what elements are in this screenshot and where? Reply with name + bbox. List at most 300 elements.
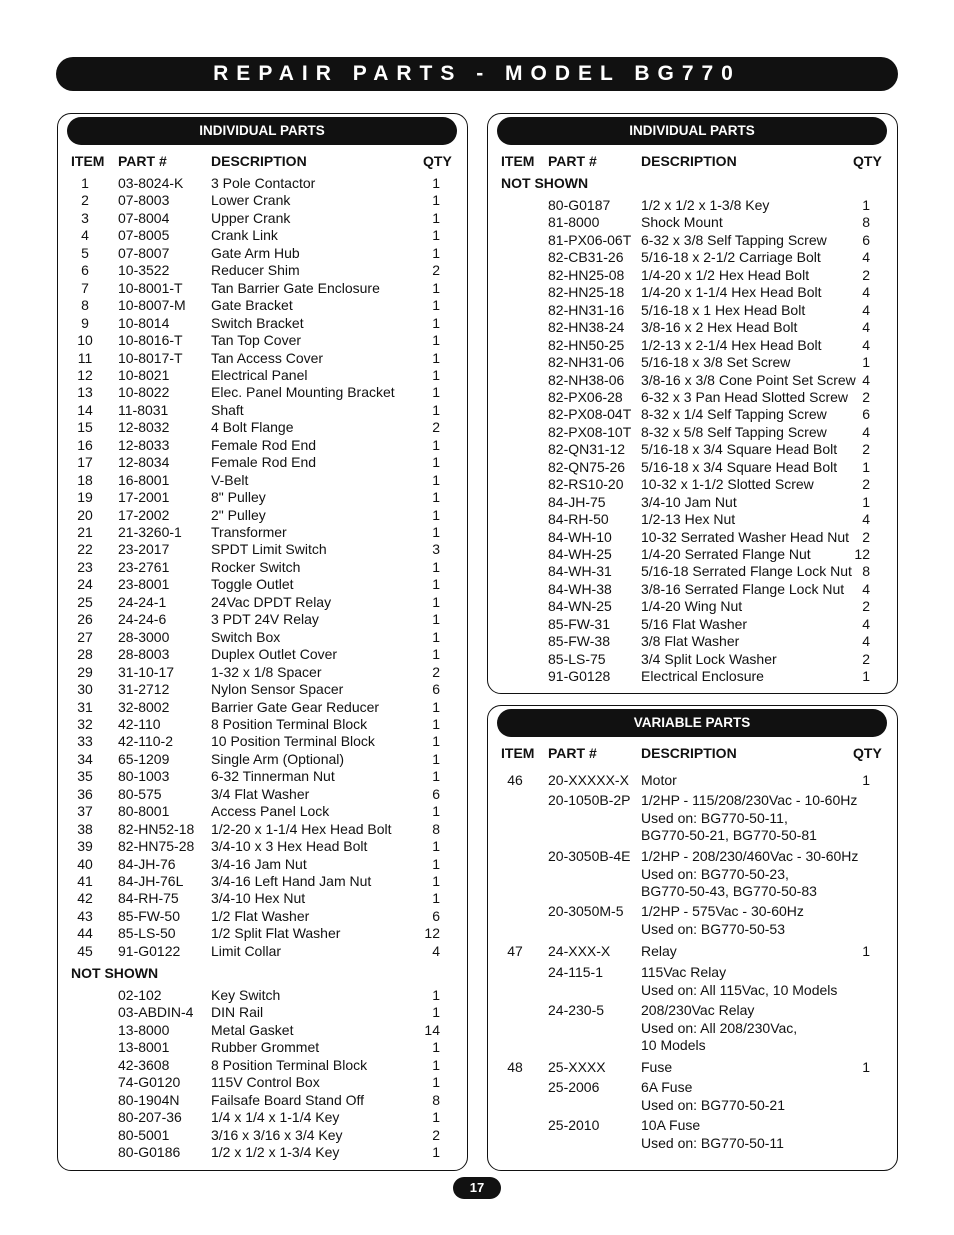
- part-number: 13-8000: [118, 1021, 170, 1038]
- item-number: 29: [77, 663, 93, 680]
- part-description: Reducer Shim: [211, 262, 300, 279]
- rt-not-shown-label: NOT SHOWN: [501, 175, 589, 191]
- part-number: 82-PX08-04T: [548, 406, 632, 423]
- part-qty: 12: [854, 546, 870, 562]
- part-number: 84-JH-76: [118, 855, 176, 872]
- item-number: 37: [77, 803, 93, 820]
- part-qty: 8: [862, 563, 870, 580]
- part-description: 24Vac DPDT Relay: [211, 593, 332, 610]
- part-number: 17-2001: [118, 489, 170, 506]
- part-description: Lower Crank: [211, 192, 291, 209]
- part-qty: 4: [432, 942, 440, 959]
- part-description: 10 Models: [641, 1037, 706, 1053]
- part-qty: 2: [862, 476, 870, 493]
- table-row: [0, 546, 954, 564]
- part-qty: 6: [432, 681, 440, 698]
- part-qty: 1: [862, 943, 870, 959]
- item-number: 27: [77, 628, 93, 645]
- part-qty: 1: [432, 506, 440, 523]
- part-qty: 1: [432, 768, 440, 785]
- part-description: 6A Fuse: [641, 1079, 693, 1095]
- part-number: 24-115-1: [548, 964, 604, 980]
- part-number: 42-110-2: [118, 733, 174, 750]
- part-number: 42-3608: [118, 1056, 170, 1073]
- part-description: Used on: All 115Vac, 10 Models: [641, 981, 838, 998]
- part-number: 82-HN25-08: [548, 266, 625, 283]
- part-qty: 1: [862, 668, 870, 685]
- part-description: 10 Position Terminal Block: [211, 733, 375, 750]
- part-description: 3/4 Flat Washer: [211, 785, 310, 802]
- part-description: Switch Bracket: [211, 314, 304, 331]
- item-number: 38: [77, 820, 93, 837]
- part-description: 1/2 x 1/2 x 1-3/4 Key: [211, 1144, 340, 1161]
- part-number: 85-FW-38: [548, 633, 610, 650]
- part-description: Electrical Panel: [211, 366, 308, 383]
- table-row: [0, 406, 954, 424]
- part-qty: 1: [432, 366, 440, 383]
- part-qty: 6: [432, 785, 440, 802]
- part-number: 82-HN52-18: [118, 820, 195, 837]
- part-number: 24-230-5: [548, 1002, 605, 1018]
- table-row: [0, 511, 954, 529]
- part-number: 84-WH-31: [548, 563, 612, 580]
- part-number: 65-1209: [118, 750, 170, 767]
- rt-col-item: ITEM: [501, 153, 535, 169]
- part-qty: 1: [432, 873, 440, 889]
- part-number: 25-2006: [548, 1079, 600, 1095]
- part-number: 13-8001: [118, 1039, 170, 1056]
- item-number: 8: [81, 297, 89, 314]
- part-qty: 1: [432, 1144, 440, 1161]
- part-description: Toggle Outlet: [211, 576, 294, 593]
- part-description: 10A Fuse: [641, 1117, 701, 1133]
- part-description: V-Belt: [211, 471, 249, 488]
- part-description: 3/4-10 Hex Nut: [211, 890, 306, 907]
- item-number: 45: [77, 942, 93, 959]
- part-qty: 1: [862, 458, 870, 475]
- part-qty: 1: [432, 750, 440, 767]
- table-row: [0, 459, 954, 477]
- part-description: 1/4-20 Wing Nut: [641, 598, 743, 615]
- part-qty: 8: [432, 1091, 440, 1108]
- part-qty: 4: [862, 284, 870, 301]
- item-number: 36: [77, 785, 93, 802]
- part-description: 5/16-18 x 3/4 Square Head Bolt: [641, 441, 838, 458]
- part-qty: 4: [862, 249, 870, 266]
- part-number: 24-XXX-X: [548, 943, 611, 959]
- part-number: 91-G0122: [118, 942, 181, 959]
- part-description: Used on: BG770-50-23,: [641, 865, 789, 882]
- rb-col-item: ITEM: [501, 745, 535, 761]
- part-number: 10-8017-T: [118, 349, 183, 366]
- part-qty: 1: [432, 471, 440, 488]
- part-description: BG770-50-43, BG770-50-83: [641, 883, 817, 899]
- part-description: SPDT Limit Switch: [211, 541, 327, 558]
- part-qty: 2: [862, 441, 870, 458]
- part-qty: 1: [432, 175, 440, 191]
- part-qty: 4: [862, 319, 870, 336]
- part-description: 3/4-16 Left Hand Jam Nut: [211, 873, 372, 889]
- part-description: Fuse: [641, 1059, 673, 1075]
- table-row: [0, 651, 954, 669]
- part-description: 115V Control Box: [211, 1074, 320, 1091]
- part-description: 3/8-16 x 3/8 Cone Point Set Screw: [641, 371, 856, 388]
- part-description: 1/4 x 1/4 x 1-1/4 Key: [211, 1109, 340, 1126]
- item-number: 4: [81, 227, 89, 244]
- part-qty: 1: [432, 558, 440, 575]
- part-description: 3/4-10 x 3 Hex Head Bolt: [211, 838, 368, 855]
- part-number: 84-WN-25: [548, 598, 612, 615]
- part-qty: 6: [862, 231, 870, 248]
- part-number: 82-HN75-28: [118, 838, 195, 855]
- part-description: 1/2HP - 115/208/230Vac - 10-60Hz: [641, 792, 858, 808]
- table-row: [0, 284, 954, 302]
- part-qty: 6: [432, 907, 440, 924]
- part-number: 84-WH-10: [548, 528, 612, 545]
- item-number: 13: [77, 384, 93, 401]
- part-description: Key Switch: [211, 987, 281, 1003]
- part-description: 1/2HP - 575Vac - 30-60Hz: [641, 903, 804, 919]
- part-qty: 8: [862, 214, 870, 231]
- part-qty: 4: [862, 511, 870, 528]
- part-number: 17-2002: [118, 506, 170, 523]
- left-col-desc: DESCRIPTION: [211, 153, 307, 169]
- part-qty: 8: [432, 820, 440, 837]
- part-number: 16-8001: [118, 471, 170, 488]
- part-description: 3/4-10 Jam Nut: [641, 493, 737, 510]
- part-qty: 2: [862, 528, 870, 545]
- part-description: 115Vac Relay: [641, 964, 727, 980]
- part-description: BG770-50-21, BG770-50-81: [641, 827, 817, 843]
- part-number: 80-1904N: [118, 1091, 180, 1108]
- part-description: 3/4-16 Jam Nut: [211, 855, 307, 872]
- part-description: 8 Position Terminal Block: [211, 715, 368, 732]
- part-number: 32-8002: [118, 698, 170, 715]
- part-description: 1/4-20 x 1-1/4 Hex Head Bolt: [641, 284, 822, 301]
- item-number: 32: [77, 715, 93, 732]
- item-number: 6: [81, 262, 89, 279]
- part-number: 85-FW-31: [548, 615, 610, 632]
- part-description: Used on: BG770-50-21: [641, 1096, 785, 1113]
- part-description: Barrier Gate Gear Reducer: [211, 698, 380, 715]
- part-qty: 1: [432, 332, 440, 349]
- part-number: 85-LS-75: [548, 650, 606, 667]
- item-number: 17: [77, 454, 93, 471]
- part-description: 1/4-20 Serrated Flange Nut: [641, 546, 811, 562]
- item-number: 5: [81, 244, 89, 261]
- part-qty: 1: [432, 628, 440, 645]
- part-description: 1/2 Flat Washer: [211, 907, 310, 924]
- item-number: 19: [77, 489, 93, 506]
- part-qty: 4: [862, 301, 870, 318]
- part-qty: 2: [862, 650, 870, 667]
- item-number: 14: [77, 401, 93, 418]
- part-number: 10-8021: [118, 366, 170, 383]
- part-description: 5/16-18 x 3/8 Set Screw: [641, 354, 791, 371]
- part-description: 8 Position Terminal Block: [211, 1056, 368, 1073]
- part-qty: 1: [432, 1004, 440, 1021]
- part-description: 1/2-13 Hex Nut: [641, 511, 736, 528]
- part-number: 28-3000: [118, 628, 170, 645]
- item-number: 9: [81, 314, 89, 331]
- part-description: 1/2-20 x 1-1/4 Hex Head Bolt: [211, 820, 392, 837]
- page-number: 17: [453, 1177, 501, 1199]
- part-description: 2" Pulley: [211, 506, 266, 523]
- part-description: 1-32 x 1/8 Spacer: [211, 663, 322, 680]
- part-number: 82-PX06-28: [548, 388, 623, 405]
- rb-col-qty: QTY: [853, 745, 882, 761]
- part-number: 21-3260-1: [118, 524, 182, 540]
- part-description: Single Arm (Optional): [211, 750, 345, 767]
- part-description: Rocker Switch: [211, 558, 301, 575]
- part-number: 82-PX08-10T: [548, 423, 632, 440]
- part-qty: 1: [862, 772, 870, 788]
- part-number: 84-RH-50: [548, 511, 609, 528]
- left-panel-heading: INDIVIDUAL PARTS: [67, 117, 457, 145]
- part-qty: 1: [862, 493, 870, 510]
- item-number: 34: [77, 750, 93, 767]
- part-number: 82-NH31-06: [548, 354, 625, 371]
- item-number: 31: [77, 698, 93, 715]
- item-number: 33: [77, 733, 93, 750]
- part-qty: 2: [432, 1126, 440, 1143]
- rt-col-desc: DESCRIPTION: [641, 153, 737, 169]
- part-description: 5/16-18 x 2-1/2 Carriage Bolt: [641, 249, 821, 266]
- part-description: 10-32 Serrated Washer Head Nut: [641, 528, 850, 545]
- table-row: [0, 441, 954, 459]
- part-description: 1/2HP - 208/230/460Vac - 30-60Hz: [641, 848, 859, 864]
- part-number: 82-QN75-26: [548, 458, 626, 475]
- part-qty: 1: [432, 401, 440, 418]
- part-number: 80-575: [118, 785, 162, 802]
- part-description: Limit Collar: [211, 942, 282, 959]
- table-row: [0, 616, 954, 634]
- part-description: Shaft: [211, 401, 244, 418]
- rt-col-part: PART #: [548, 153, 597, 169]
- part-description: Rubber Grommet: [211, 1039, 320, 1056]
- part-number: 81-PX06-06T: [548, 231, 632, 248]
- part-number: 07-8004: [118, 209, 170, 226]
- part-description: 3/4 Split Lock Washer: [641, 650, 777, 667]
- part-number: 23-2761: [118, 558, 170, 575]
- table-row: [0, 249, 954, 267]
- part-description: Female Rod End: [211, 436, 317, 453]
- table-row: [0, 668, 954, 686]
- part-description: 8" Pulley: [211, 489, 266, 506]
- item-number: 23: [77, 558, 93, 575]
- part-number: 10-3522: [118, 262, 170, 279]
- part-qty: 3: [432, 541, 440, 558]
- item-number: 2: [81, 192, 89, 209]
- part-number: 28-8003: [118, 646, 170, 663]
- part-qty: 1: [432, 192, 440, 209]
- part-qty: 1: [432, 1109, 440, 1126]
- part-qty: 2: [862, 388, 870, 405]
- part-qty: 2: [862, 598, 870, 615]
- item-number: 39: [77, 838, 93, 855]
- item-number: 43: [77, 907, 93, 924]
- part-number: 80-G0187: [548, 197, 611, 213]
- part-number: 20-XXXXX-X: [548, 772, 629, 788]
- item-number: 15: [77, 419, 93, 436]
- part-number: 80-207-36: [118, 1109, 182, 1126]
- part-qty: 1: [432, 576, 440, 593]
- item-number: 30: [77, 681, 93, 698]
- part-qty: 1: [432, 297, 440, 314]
- part-description: Motor: [641, 772, 677, 788]
- part-number: 12-8032: [118, 419, 170, 436]
- part-qty: 1: [432, 314, 440, 331]
- item-number: 48: [507, 1059, 523, 1075]
- part-description: 5/16 Flat Washer: [641, 615, 748, 632]
- left-col-item: ITEM: [71, 153, 105, 169]
- part-number: 24-24-6: [118, 611, 167, 628]
- part-qty: 1: [432, 803, 440, 820]
- item-number: 10: [77, 332, 93, 349]
- part-number: 12-8033: [118, 436, 170, 453]
- part-number: 82-CB31-26: [548, 249, 624, 266]
- part-qty: 1: [432, 227, 440, 244]
- item-number: 46: [507, 772, 523, 788]
- part-description: 1/4-20 x 1/2 Hex Head Bolt: [641, 266, 810, 283]
- part-description: Duplex Outlet Cover: [211, 646, 338, 663]
- part-number: 82-RS10-20: [548, 476, 624, 493]
- table-row: [0, 476, 954, 494]
- part-qty: 12: [424, 925, 440, 942]
- item-number: 18: [77, 471, 93, 488]
- table-row: [0, 494, 954, 512]
- part-number: 23-8001: [118, 576, 170, 593]
- part-qty: 1: [432, 209, 440, 226]
- table-row: [0, 232, 954, 250]
- part-qty: 2: [862, 266, 870, 283]
- part-description: Tan Access Cover: [211, 349, 324, 366]
- part-description: 1/2-13 x 2-1/4 Hex Head Bolt: [641, 336, 822, 353]
- item-number: 24: [77, 576, 93, 593]
- part-qty: 1: [432, 454, 440, 471]
- part-number: 20-3050B-4E: [548, 848, 631, 864]
- part-description: 3/8-16 x 2 Hex Head Bolt: [641, 319, 798, 336]
- table-row: [0, 354, 954, 372]
- part-qty: 1: [432, 349, 440, 366]
- part-qty: 1: [432, 733, 440, 750]
- part-qty: 1: [432, 890, 440, 907]
- part-qty: 1: [432, 698, 440, 715]
- part-qty: 1: [432, 436, 440, 453]
- part-description: 3 PDT 24V Relay: [211, 611, 319, 628]
- part-qty: 4: [862, 423, 870, 440]
- part-number: 82-NH38-06: [548, 371, 625, 388]
- item-number: 35: [77, 768, 93, 785]
- part-number: 31-10-17: [118, 663, 175, 680]
- item-number: 3: [81, 209, 89, 226]
- part-number: 80-8001: [118, 803, 170, 820]
- part-description: Gate Bracket: [211, 297, 293, 314]
- part-number: 25-2010: [548, 1117, 600, 1133]
- part-description: Tan Barrier Gate Enclosure: [211, 279, 380, 296]
- item-number: 44: [77, 925, 93, 942]
- part-description: 5/16-18 x 3/4 Square Head Bolt: [641, 458, 838, 475]
- part-number: 84-WH-25: [548, 546, 612, 562]
- part-description: 6-32 x 3/8 Self Tapping Screw: [641, 231, 827, 248]
- table-row: [0, 581, 954, 599]
- table-row: [0, 424, 954, 442]
- part-qty: 14: [424, 1021, 440, 1038]
- item-number: 42: [77, 890, 93, 907]
- part-description: 8-32 x 5/8 Self Tapping Screw: [641, 423, 827, 440]
- part-number: 81-8000: [548, 214, 600, 231]
- part-qty: 1: [432, 384, 440, 401]
- part-qty: 1: [432, 987, 440, 1003]
- part-description: Access Panel Lock: [211, 803, 330, 820]
- part-number: 10-8022: [118, 384, 170, 401]
- part-qty: 1: [432, 838, 440, 855]
- part-qty: 4: [862, 580, 870, 597]
- part-number: 74-G0120: [118, 1074, 181, 1091]
- part-number: 03-ABDIN-4: [118, 1004, 194, 1021]
- part-number: 25-XXXX: [548, 1059, 606, 1075]
- table-row: [0, 267, 954, 285]
- item-number: 1: [81, 175, 89, 191]
- part-number: 82-QN31-12: [548, 441, 626, 458]
- rt-col-qty: QTY: [853, 153, 882, 169]
- part-qty: 1: [862, 354, 870, 371]
- part-description: Elec. Panel Mounting Bracket: [211, 384, 395, 401]
- part-number: 23-2017: [118, 541, 170, 558]
- part-qty: 1: [432, 646, 440, 663]
- part-number: 84-JH-76L: [118, 873, 184, 889]
- part-qty: 2: [432, 663, 440, 680]
- part-number: 10-8001-T: [118, 279, 183, 296]
- part-description: 10-32 x 1-1/2 Slotted Screw: [641, 476, 814, 493]
- part-number: 82-HN25-18: [548, 284, 625, 301]
- part-number: 82-HN38-24: [548, 319, 625, 336]
- part-number: 91-G0128: [548, 668, 611, 685]
- part-number: 85-LS-50: [118, 925, 176, 942]
- part-description: Used on: All 208/230Vac,: [641, 1019, 798, 1036]
- part-description: Transformer: [211, 524, 287, 540]
- part-number: 11-8031: [118, 401, 169, 418]
- part-qty: 6: [862, 406, 870, 423]
- part-number: 12-8034: [118, 454, 170, 471]
- item-number: 22: [77, 541, 93, 558]
- item-number: 20: [77, 506, 93, 523]
- part-number: 20-1050B-2P: [548, 792, 631, 808]
- part-qty: 1: [432, 1039, 440, 1056]
- part-qty: 1: [432, 244, 440, 261]
- item-number: 41: [77, 873, 93, 889]
- table-row: [0, 214, 954, 232]
- part-number: 07-8003: [118, 192, 170, 209]
- part-qty: 1: [432, 593, 440, 610]
- rb-col-part: PART #: [548, 745, 597, 761]
- right-top-heading: INDIVIDUAL PARTS: [497, 117, 887, 145]
- item-number: 21: [77, 524, 93, 540]
- right-bottom-heading: VARIABLE PARTS: [497, 709, 887, 737]
- part-description: Used on: BG770-50-53: [641, 920, 785, 937]
- part-qty: 1: [432, 1074, 440, 1091]
- part-number: 80-G0186: [118, 1144, 181, 1161]
- part-qty: 1: [432, 611, 440, 628]
- part-description: 3 Pole Contactor: [211, 175, 316, 191]
- item-number: 40: [77, 855, 93, 872]
- part-qty: 1: [432, 1056, 440, 1073]
- part-number: 84-WH-38: [548, 580, 612, 597]
- part-number: 31-2712: [118, 681, 170, 698]
- part-number: 82-HN50-25: [548, 336, 625, 353]
- part-number: 80-1003: [118, 768, 170, 785]
- part-description: 5/16-18 Serrated Flange Lock Nut: [641, 563, 852, 580]
